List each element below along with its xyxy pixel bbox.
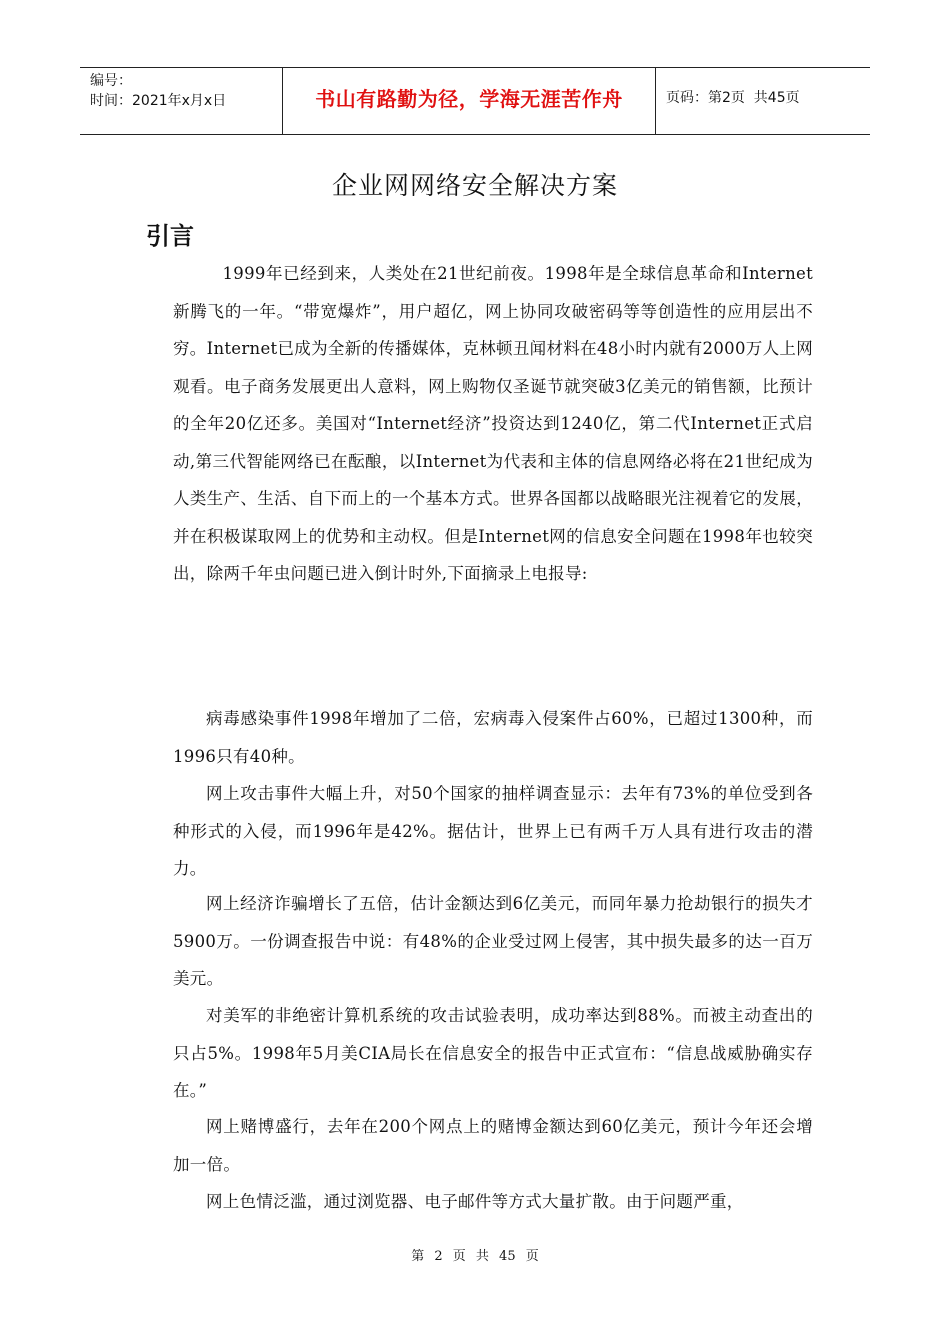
paragraph-gambling: 网上赌博盛行，去年在200个网点上的赌博金额达到60亿美元，预计今年还会增加一倍。	[173, 1117, 813, 1174]
header-page-info: 页码：第2页 共45页	[666, 90, 800, 106]
page-header	[80, 67, 870, 135]
header-motto: 书山有路勤为径，学海无涯苦作舟	[315, 86, 623, 111]
section-heading: 引言	[146, 222, 194, 250]
header-motto-cell	[282, 68, 656, 134]
paragraph-attacks: 网上攻击事件大幅上升，对50个国家的抽样调查显示：去年有73%的单位受到各种形式的入侵，而1996年是42%。据估计，世界上已有两千万人具有进行攻击的潜力。	[173, 784, 813, 878]
header-meta	[80, 68, 282, 134]
paragraph-fraud: 网上经济诈骗增长了五倍，估计金额达到6亿美元，而同年暴力抢劫银行的损失才5900万。一份调查报告中说：有48%的企业受过网上侵害，其中损失最多的达一百万美元。	[173, 894, 813, 988]
document-time-label: 时间：2021年x月x日	[90, 93, 227, 109]
paragraph-intro: 1999年已经到来，人类处在21世纪前夜。1998年是全球信息革命和Internet新腾飞的一年。“带宽爆炸”，用户超亿，网上协同攻破密码等等创造性的应用层出不穷。Internet已成为全新的传播媒体，克林顿丑闻材料在48小时内就有2000万人上网观看。电子商务发展更出人意料，网上购物仅圣诞节就突破3亿美元的销售额，比预计的全年20亿还多。美国对“Internet经济”投资达到1240亿，第二代Internet正式启动,第三代智能网络已在酝酿，以Internet为代表和主体的信息网络必将在21世纪成为人类生产、生活、自下而上的一个基本方式。世界各国都以战略眼光注视着它的发展，并在积极谋取网上的优势和主动权。但是Internet网的信息安全问题在1998年也较突出，除两千年虫问题已进入倒计时外,下面摘录上电报导:	[173, 264, 813, 583]
paragraph-pornography: 网上色情泛滥，通过浏览器、电子邮件等方式大量扩散。由于问题严重，	[206, 1192, 744, 1211]
document-number-label: 编号：	[90, 73, 132, 89]
paragraph-virus: 病毒感染事件1998年增加了二倍，宏病毒入侵案件占60%，已超过1300种，而1996只有40种。	[173, 709, 813, 766]
document-title: 企业网网络安全解决方案	[331, 171, 618, 200]
header-page-info-cell	[656, 68, 870, 134]
page-footer: 第 2 页 共 45 页	[411, 1249, 539, 1264]
paragraph-military: 对美军的非绝密计算机系统的攻击试验表明，成功率达到88%。而被主动查出的只占5%。1998年5月美CIA局长在信息安全的报告中正式宣布：“信息战威胁确实存在。”	[173, 1006, 813, 1100]
